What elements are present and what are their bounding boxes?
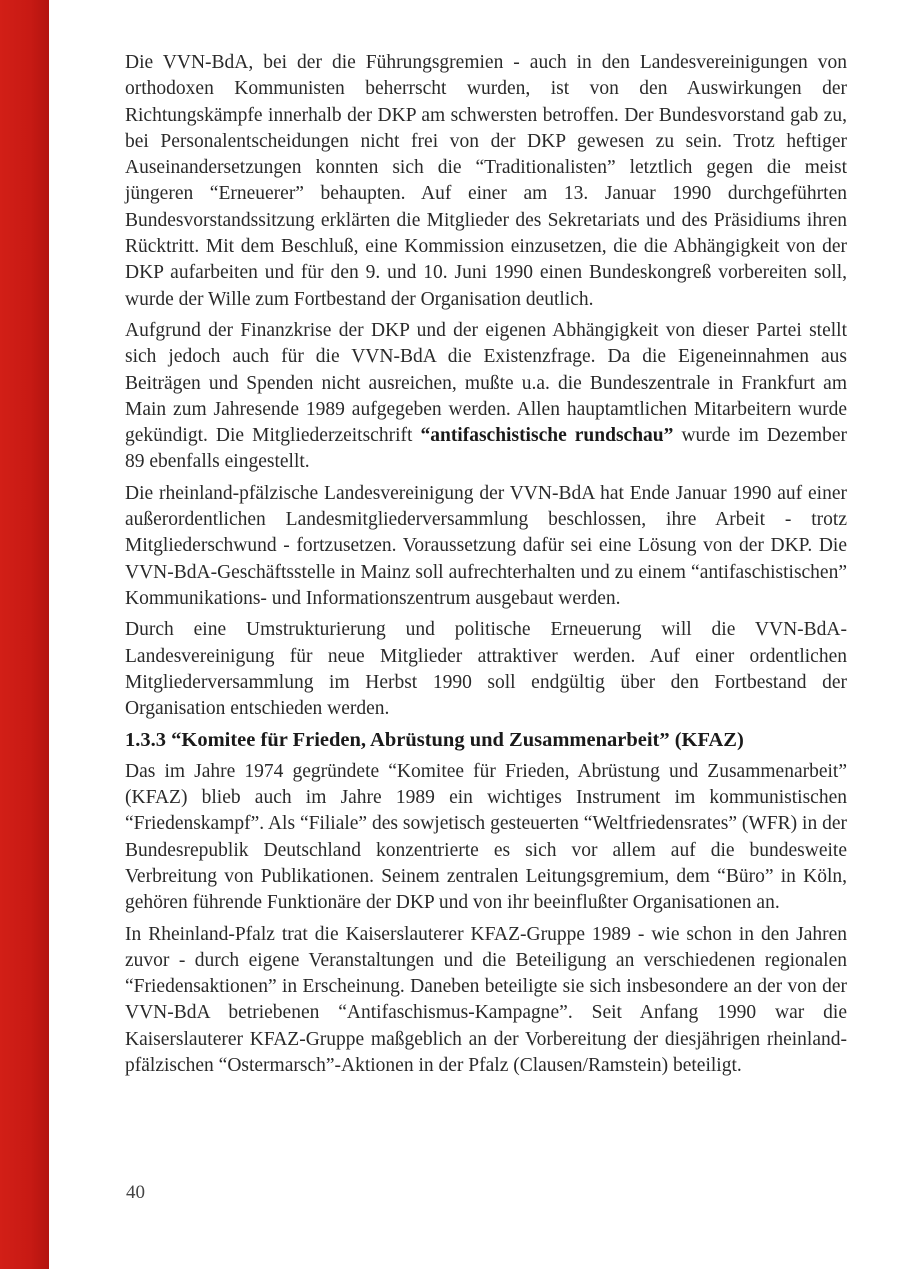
paragraph-rlp-association: Die rheinland-pfälzische Landesvereinigung der VVN-BdA hat Ende Januar 1990 auf einer außerordentlichen Landesmitgliederversammlung beschlossen, ihre Arbeit - trotz Mitgliederschwund - fortzusetzen. Voraussetzung dafür sei eine Lösung von der DKP. Die VVN-BdA-Geschäftsstelle in Mainz soll aufrechterhalten und zu einem “antifaschistischen” Kommunikations- und Informationszentrum ausgebaut werden. <box>125 482 847 609</box>
paragraph-kfaz-kaiserslautern: In Rheinland-Pfalz trat die Kaiserslauterer KFAZ-Gruppe 1989 - wie schon in den Jahren zuvor - durch eigene Veranstaltungen und die Beteiligung an verschiedenen regionalen “Friedensaktionen” in Erscheinung. Daneben beteiligte sie sich insbesondere an der von der VVN-BdA betriebenen “Antifaschismus-Kampagne”. Seit Anfang 1990 war die Kaiserslauterer KFAZ-Gruppe maßgeblich an der Vorbereitung der diesjährigen rheinland-pfälzischen “Ostermarsch”-Aktionen in der Pfalz (Clausen/Ramstein) beteiligt. <box>125 923 847 1076</box>
paragraph-vvn-leadership: Die VVN-BdA, bei der die Führungsgremien - auch in den Landesvereinigungen von orthodoxen Kommunisten beherrscht wurden, ist von den Auswirkungen der Richtungskämpfe innerhalb der DKP am schwersten betroffen. Der Bundesvorstand gab zu, bei Personalentscheidungen nicht frei von der DKP gewesen zu sein. Trotz heftiger Auseinandersetzungen konnten sich die “Traditionalisten” letztlich gegen die meist jüngeren “Erneuerer” behaupten. Auf einer am 13. Januar 1990 durchgeführten Bundesvorstandssitzung erklärten die Mitglieder des Sekretariats und des Präsidiums ihren Rücktritt. Mit dem Beschluß, eine Kommission einzusetzen, die die Abhängigkeit von der DKP aufarbeiten und für den 9. und 10. Juni 1990 einen Bundeskongreß vorbereiten soll, wurde der Wille zum Fortbestand der Organisation deutlich. <box>125 52 847 310</box>
paragraph-finance-crisis <box>125 318 847 476</box>
page-body <box>125 50 847 1084</box>
paragraph-kfaz-overview: Das im Jahre 1974 gegründete “Komitee für Frieden, Abrüstung und Zusammenarbeit” (KFAZ) blieb auch im Jahre 1989 ein wichtiges Instrument im kommunistischen “Friedenskampf”. Als “Filiale” des sowjetisch gesteuerten “Weltfriedensrates” (WFR) in der Bundesrepublik Deutschland konzentrierte es sich vor allem auf die bundesweite Verbreitung von Publikationen. Seinem zentralen Leitungsgremium, dem “Büro” in Köln, gehören führende Funktionäre der DKP und von ihr beeinflußter Organisationen an. <box>125 760 847 914</box>
section-heading: 1.3.3 “Komitee für Frieden, Abrüstung und Zusammenarbeit” (KFAZ) <box>125 729 744 752</box>
magazine-title: “antifaschistische rundschau” <box>420 425 674 447</box>
paragraph-finance-end: wurde im Dezember 89 ebenfalls eingestellt. <box>125 425 848 473</box>
paragraph-finance-text: Aufgrund der Finanzkrise der DKP und der eigenen Abhängigkeit von dieser Partei stellt sich jedoch auch für die VVN-BdA die Existenzfrage. Da die Eigeneinnahmen aus Beiträgen und Spenden nicht ausreichen, mußte u.a. die Bundeszentrale in Frankfurt am Main zum Jahresende 1989 aufgegeben werden. Allen hauptamtlichen Mitarbeitern wurde gekündigt. Die Mitgliederzeitschrift <box>125 319 847 447</box>
page-number: 40 <box>126 1182 145 1203</box>
paragraph-restructuring: Durch eine Umstrukturierung und politische Erneuerung will die VVN-BdA-Landesvereinigung für neue Mitglieder attraktiver werden. Auf einer ordentlichen Mitgliederversammlung im Herbst 1990 soll endgültig über den Fortbestand der Organisation entschieden werden. <box>125 619 847 720</box>
binding-strip <box>0 0 49 1269</box>
